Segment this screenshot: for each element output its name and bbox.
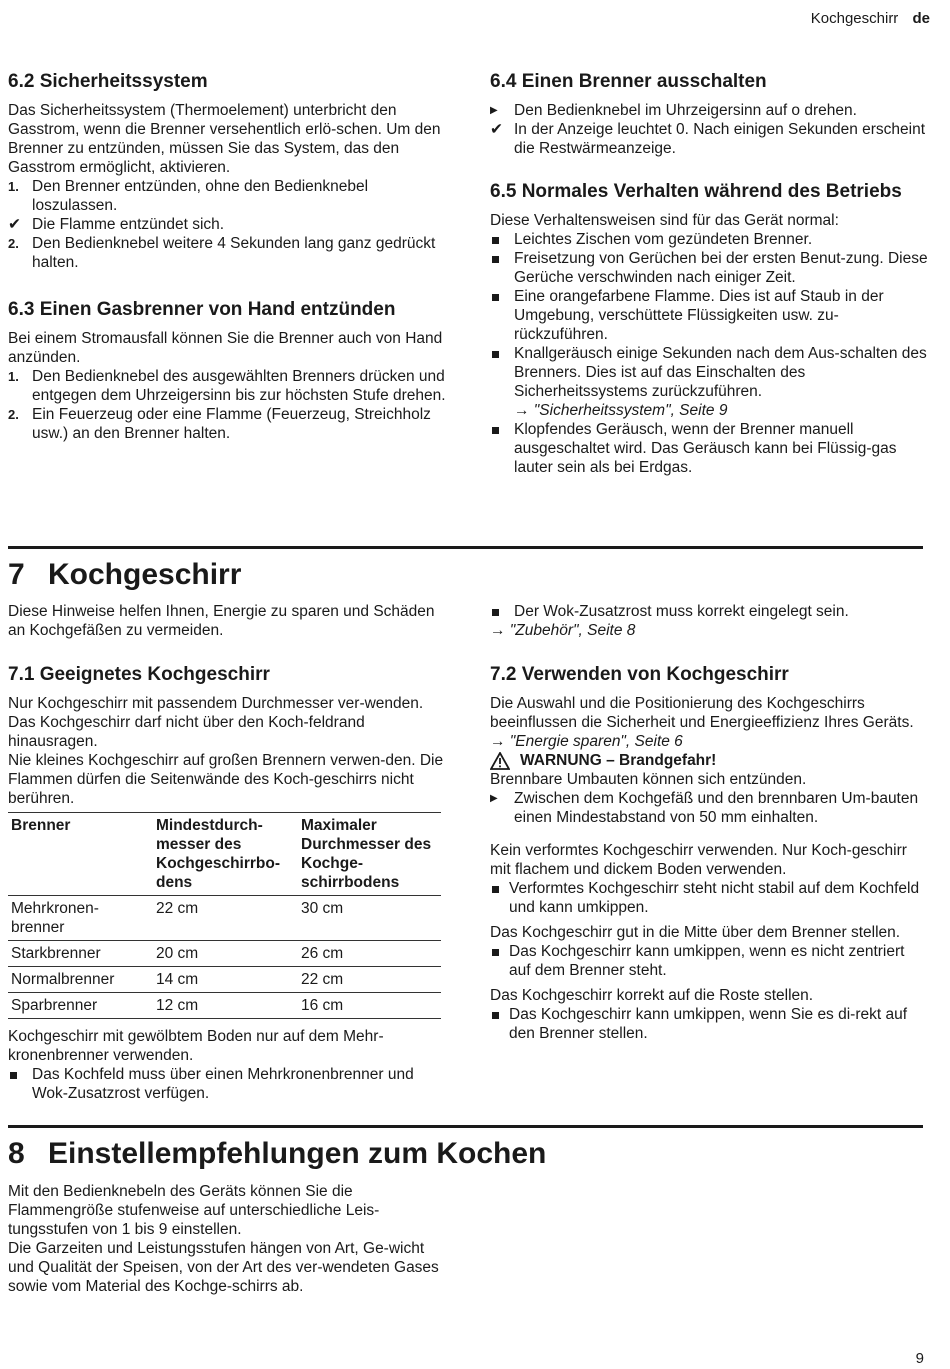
table-row [8, 941, 441, 967]
bullet-item: Freisetzung von Gerüchen bei der ersten Benut-zung. Diese Gerüche verschwinden nach einiger Zeit. [490, 249, 930, 287]
warning-box [490, 751, 930, 770]
running-header [811, 10, 930, 27]
step-item: ▶ Zwischen dem Kochgefäß und den brennbaren Um-bauten einen Mindestabstand von 50 mm einhalten. [490, 790, 919, 826]
cross-reference[interactable]: → "Energie sparen", Seite 6 [490, 733, 683, 750]
section-6-3 [8, 298, 448, 443]
section-6-4 [490, 70, 930, 158]
bullet-icon [492, 609, 499, 616]
heading-7-1: 7.1 Geeignetes Kochgeschirr [8, 664, 270, 685]
heading-6-3: 6.3 Einen Gasbrenner von Hand entzünden [8, 299, 396, 320]
cross-reference[interactable]: → "Zubehör", Seite 8 [490, 622, 636, 639]
table-cell: Sparbrenner [11, 997, 98, 1014]
check-icon: ✔ [490, 121, 503, 138]
table-row [8, 967, 441, 993]
page-number: 9 [915, 1350, 924, 1367]
bullet-item: Das Kochfeld muss über einen Mehrkronenbrenner und Wok-Zusatzrost verfügen. [8, 1065, 448, 1103]
table-row [8, 896, 441, 941]
bullet-icon [10, 1072, 17, 1079]
table-cell: Mehrkronen-brenner [11, 900, 99, 936]
table-row [8, 993, 441, 1019]
bullet-icon [492, 256, 499, 263]
bullet-item: Das Kochgeschirr kann umkippen, wenn Sie es di-rekt auf den Brenner stellen. [490, 1005, 930, 1043]
table-cell: 30 cm [301, 900, 344, 917]
bullet-item: Knallgeräusch einige Sekunden nach dem Aus-schalten des Brenners. Dies ist auf das Einschalten des Sicherheitssystems zurückzuführen. → "Sicherheitssystem", Seite 9 [490, 344, 930, 420]
heading-6-5: 6.5 Normales Verhalten während des Betriebs [490, 181, 902, 202]
table-cell: 22 cm [156, 900, 199, 917]
result-item: ✔ Die Flamme entzündet sich. [8, 216, 225, 233]
chapter-number: 8 [8, 1137, 25, 1170]
heading-6-4: 6.4 Einen Brenner ausschalten [490, 71, 767, 92]
bullet-item: Leichtes Zischen vom gezündeten Brenner. [490, 230, 930, 249]
cookware-table [8, 812, 441, 1019]
bullet-item: Das Kochgeschirr kann umkippen, wenn es nicht zentriert auf dem Brenner steht. [490, 942, 930, 980]
bullet-icon [492, 294, 499, 301]
step-item: 1. Den Bedienknebel des ausgewählten Brenners drücken und entgegen dem Uhrzeigersinn bis zur höchsten Stufe drehen. [8, 368, 446, 404]
chapter-7-heading [8, 546, 923, 593]
text-6-5-intro: Diese Verhaltensweisen sind für das Gerät normal: [490, 212, 839, 229]
warning-triangle-icon [490, 752, 510, 770]
table-cell: 16 cm [301, 997, 344, 1014]
table-cell: 26 cm [301, 945, 344, 962]
bullet-icon [492, 1012, 499, 1019]
table-header-cell: Mindestdurch-messer des Kochgeschirrbo-dens [156, 817, 281, 891]
bullet-item: Der Wok-Zusatzrost muss korrekt eingelegt sein. [490, 602, 930, 621]
table-cell: 22 cm [301, 971, 344, 988]
table-cell: Starkbrenner [11, 945, 101, 962]
chapter-7-intro: Diese Hinweise helfen Ihnen, Energie zu sparen und Schäden an Kochgefäßen zu vermeiden. [8, 603, 435, 639]
bullet-item: Eine orangefarbene Flamme. Dies ist auf Staub in der Umgebung, verschüttete Flüssigkeiten usw. zu-rückzuführen. [490, 287, 930, 344]
result-item: ✔ In der Anzeige leuchtet 0. Nach einigen Sekunden erscheint die Restwärmeanzeige. [490, 121, 926, 157]
bullet-icon [492, 886, 499, 893]
table-cell: Normalbrenner [11, 971, 115, 988]
heading-7-2: 7.2 Verwenden von Kochgeschirr [490, 664, 789, 685]
triangle-right-icon: ▶ [490, 793, 498, 804]
chapter-title: Einstellempfehlungen zum Kochen [48, 1137, 547, 1170]
check-icon: ✔ [8, 216, 21, 233]
table-cell: 14 cm [156, 971, 199, 988]
text-6-3-intro: Bei einem Stromausfall können Sie die Brenner auch von Hand anzünden. [8, 330, 443, 366]
step-item: 2. Ein Feuerzeug oder eine Flamme (Feuerzeug, Streichholz usw.) an den Brenner halten. [8, 406, 431, 442]
header-lang: de [912, 10, 930, 27]
table-header-row [8, 813, 441, 896]
bullet-item: Klopfendes Geräusch, wenn der Brenner manuell ausgeschaltet wird. Das Geräusch kann bei Flüssig-gas lauter sein als bei Erdgas. [490, 420, 930, 477]
triangle-right-icon: ▶ [490, 105, 498, 116]
bullet-icon [492, 351, 499, 358]
bullet-item: Verformtes Kochgeschirr steht nicht stabil auf dem Kochfeld und kann umkippen. [490, 879, 930, 917]
chapter-number: 7 [8, 558, 25, 591]
section-6-5 [490, 180, 930, 477]
bullet-icon [492, 427, 499, 434]
table-cell: 12 cm [156, 997, 199, 1014]
table-cell: 20 cm [156, 945, 199, 962]
chapter-title: Kochgeschirr [48, 558, 242, 591]
bullet-icon [492, 949, 499, 956]
chapter-7-right-top [490, 602, 930, 640]
cross-reference[interactable]: → "Sicherheitssystem", Seite 9 [514, 402, 728, 419]
table-header-cell: Brenner [11, 817, 71, 834]
chapter-8-body: Mit den Bedienknebeln des Geräts können Sie die Flammengröße stufenweise auf unterschiedliche Leis-tungsstufen von 1 bis 9 einstellen. Die Garzeiten und Leistungsstufen hängen von Art, Ge-wicht und Qualität der Speisen, von der Art des ver-wendeten Gases sowie vom Material des Kochge-schirrs ab. [8, 1183, 439, 1295]
text-6-2-intro: Das Sicherheitssystem (Thermoelement) unterbricht den Gasstrom, wenn die Brenner versehentlich erlö-schen. Um den Brenner zu entzünden, müssen Sie das System, das den Gasstrom ermöglicht, aktivieren. [8, 102, 441, 176]
header-section: Kochgeschirr [810, 10, 899, 27]
bullet-icon [492, 237, 499, 244]
table-header-cell: Maximaler Durchmesser des Kochge-schirrbodens [301, 817, 432, 891]
section-6-2 [8, 70, 448, 272]
chapter-8-heading [8, 1125, 923, 1172]
step-item: 2. Den Bedienknebel weitere 4 Sekunden lang ganz gedrückt halten. [8, 235, 436, 271]
step-item: 1. Den Brenner entzünden, ohne den Bedienknebel loszulassen. [8, 178, 369, 214]
warning-title: WARNUNG – Brandgefahr! [520, 752, 717, 769]
section-7-2: 7.2 Verwenden von Kochgeschirr Die Auswahl und die Positionierung des Kochgeschirrs beeinflussen die Sicherheit und Energieeffizienz Ihres Geräts. → "Energie sparen", Seite 6 WARNUNG – Brandgefahr! Brennbare Umbauten können sich entzünden. ▶ Zwischen dem Kochgefäß und den brennbaren Um-bauten einen Mindestabstand von 50 mm einhalten. Kein verformtes Kochgeschirr verwenden. Nur Koch-geschirr mit flachem und dickem Boden verwenden. Verformtes Kochgeschirr steht nicht stabil auf dem Kochfeld und kann umkippen. Das Kochgeschirr gut in die Mitte über dem Brenner stellen. Das Kochgeschirr kann umkippen, wenn es nicht zentriert auf dem Brenner steht. Das Kochgeschirr korrekt auf die Roste stellen. Das Kochgeschirr kann umkippen, wenn Sie es di-rekt auf den Brenner stellen. [490, 663, 930, 1043]
step-item: ▶ Den Bedienknebel im Uhrzeigersinn auf o drehen. [490, 102, 857, 119]
section-7-1: 7.1 Geeignetes Kochgeschirr Nur Kochgeschirr mit passendem Durchmesser ver-wenden. Das Kochgeschirr darf nicht über den Koch-feldrand hinausragen. Nie kleines Kochgeschirr auf großen Brennern verwen-den. Die Flammen dürfen die Seitenwände des Koch-geschirrs nicht berühren. Brenner Mindestdurch-messer des Kochgeschirrbo-dens Maximaler Durchmesser des Kochge-schirrbodens Mehrkronen-brenner 22 cm 30 cm Starkbrenner 20 cm 26 cm Normalbrenner 14 cm 22 cm Sparbrenner 12 cm 16 cm Kochgeschirr mit gewölbtem Boden nur auf dem Mehr-kronenbrenner verwenden. Das Kochfeld muss über einen Mehrkronenbrenner und Wok-Zusatzrost verfügen. [8, 663, 448, 1103]
heading-6-2: 6.2 Sicherheitssystem [8, 71, 208, 92]
